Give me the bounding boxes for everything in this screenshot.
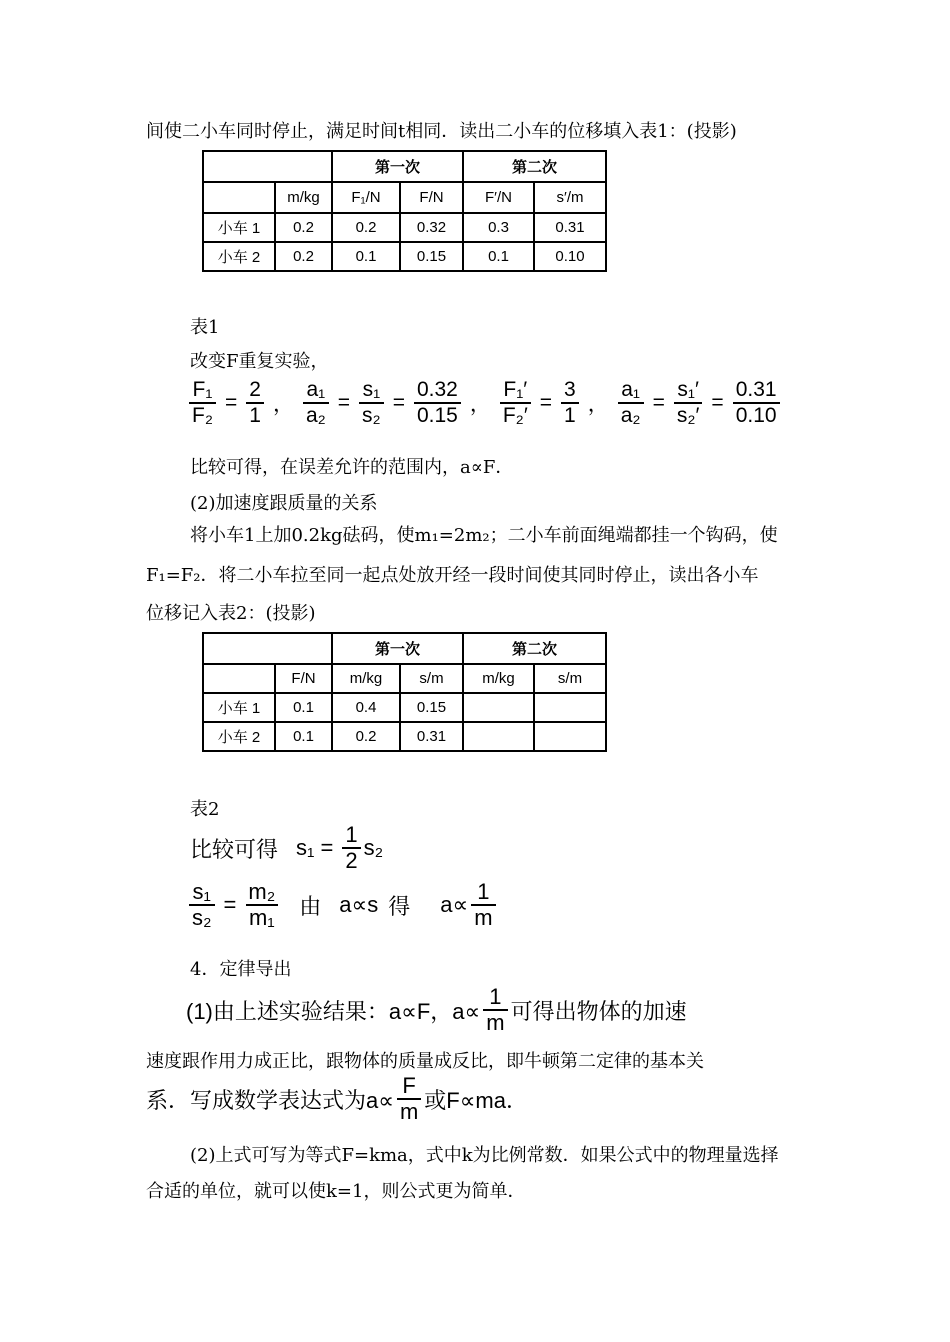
fraction: $\frac{F}{m}$ [397,1074,421,1124]
fraction: $\frac{0.32}{0.15}$ [414,378,461,428]
fraction: $\frac{1}{m}$ [483,985,507,1035]
equation-symbol: s₁ [296,835,315,860]
column-header: m/kg [463,664,534,693]
table-row [203,693,606,722]
fraction: $\frac{\text{F₁′}}{\text{F₂′}}$ [500,378,531,428]
column-header: F₁/N [332,182,400,213]
group-header: 第一次 [332,151,463,182]
equation-text: 系．写成数学表达式为a∝ [146,1087,394,1113]
group-header: 第二次 [463,633,606,664]
table-row [203,242,606,271]
paragraph-line: F₁=F₂．将二小车拉至同一起点处放开经一段时间使其同时停止，读出各小车 [146,565,759,586]
table-2 [202,632,607,752]
law-line-3 [146,1074,528,1124]
fraction: $\frac{1}{2}$ [342,823,360,873]
fraction: $\frac{\text{F₁}}{\text{F₂}}$ [189,378,216,428]
table-header-empty [203,182,275,213]
paragraph-line: 速度跟作用力成正比，跟物体的质量成反比，即牛顿第二定律的基本关 [146,1051,704,1072]
table-cell [463,722,534,751]
column-header: F/N [400,182,463,213]
table-cell: 0.10 [534,242,606,271]
table-cell: 0.31 [534,213,606,242]
paragraph-line: 位移记入表2：(投影) [146,603,316,624]
equation-text: 或F∝ma． [424,1087,528,1113]
table-cell: 0.4 [332,693,400,722]
fraction: $\frac{\text{m₂}}{\text{m₁}}$ [245,880,278,930]
fraction: $\frac{\text{s₁}}{\text{s₂}}$ [359,378,384,428]
equation-symbol: s₂ [363,835,384,860]
column-header: s′/m [534,182,606,213]
fraction: $\frac{2}{1}$ [246,378,264,428]
row-label: 小车 1 [203,213,275,242]
column-header: m/kg [275,182,332,213]
table-cell: 0.1 [332,242,400,271]
table-row [203,722,606,751]
column-header: s/m [534,664,606,693]
table-header-empty [203,151,332,182]
table-cell: 0.15 [400,693,463,722]
equation-text: 得 [388,893,411,919]
column-header: m/kg [332,664,400,693]
section-title: 4．定律导出 [190,959,292,980]
table-cell: 0.2 [275,213,332,242]
group-header: 第二次 [463,151,606,182]
fraction: $\frac{\text{s₁}}{\text{s₂}}$ [189,880,215,930]
table-caption: 表1 [190,317,220,338]
table-cell: 0.1 [463,242,534,271]
row-label: 小车 1 [203,693,275,722]
table-cell: 0.3 [463,213,534,242]
equation-row-2: 比较可得 s₁ = $\frac{1}{2}$ s₂ [190,822,384,873]
paragraph-line: 合适的单位，就可以使k=1，则公式更为简单． [146,1181,526,1202]
equation-row-3: $\frac{\text{s₁}}{\text{s₂}}$ = $\frac{\text{m₂}}{\text{m₁}}$ 由 a∝s 得 a∝ $\frac{1}{m}$ [186,880,499,930]
table-cell: 0.31 [400,722,463,751]
table-cell: 0.1 [275,693,332,722]
law-line-1 [186,985,687,1035]
row-label: 小车 2 [203,722,275,751]
table-cell: 0.2 [332,722,400,751]
equation-text: 由 [299,893,322,919]
column-header: F′/N [463,182,534,213]
table-header-empty [203,633,332,664]
fraction: $\frac{\text{a₁}}{\text{a₂}}$ [618,378,644,428]
table-caption: 表2 [190,799,220,820]
fraction: $\frac{\text{s₁′}}{\text{s₂′}}$ [674,378,703,428]
paragraph-line: (2)上式可写为等式F=kma，式中k为比例常数．如果公式中的物理量选择 [190,1145,779,1166]
fraction: $\frac{0.31}{0.10}$ [733,378,780,428]
table-cell: 0.15 [400,242,463,271]
fraction: $\frac{\text{a₁}}{\text{a₂}}$ [303,378,329,428]
table-header-empty [203,664,275,693]
table-cell: 0.32 [400,213,463,242]
column-header: s/m [400,664,463,693]
table-cell: 0.2 [332,213,400,242]
equation-text: (1)由上述实验结果：a∝F，a∝ [186,998,481,1024]
fraction: $\frac{3}{1}$ [561,378,579,428]
table-cell [534,693,606,722]
paragraph-line: 比较可得，在误差允许的范围内，a∝F． [190,457,514,478]
paragraph-line: 改变F重复实验， [190,351,329,372]
equation-symbol: a∝s [339,892,379,917]
row-label: 小车 2 [203,242,275,271]
group-header: 第一次 [332,633,463,664]
paragraph-line: 将小车1上加0.2kg砝码，使m₁=2m₂；二小车前面绳端都挂一个钩码，使 [190,525,778,546]
equation-text: 比较可得 [190,836,279,862]
equation-symbol: a∝ [440,892,469,917]
fraction: $\frac{1}{m}$ [471,880,495,930]
equation-text: 可得出物体的加速 [510,998,687,1024]
table-row [203,213,606,242]
column-header: F/N [275,664,332,693]
table-cell [463,693,534,722]
table-1 [202,150,607,272]
paragraph-line: 间使二小车同时停止，满足时间t相同．读出二小车的位移填入表1：(投影) [146,121,737,142]
table-cell [534,722,606,751]
table-cell: 0.2 [275,242,332,271]
table-cell: 0.1 [275,722,332,751]
section-title: (2)加速度跟质量的关系 [190,493,378,514]
equation-row-1: $\frac{\text{F₁}}{\text{F₂}}$ = $\frac{2}{1}$ ， $\frac{\text{a₁}}{\text{a₂}}$ = $\frac{\text{s₁}}{\text{s₂}}$ = $\frac{0.32}{0.15}$ ， $\frac{\text{F₁′}}{\text{F₂′}}$ = $\frac{3}{1}$ ， $\frac{\text{a₁}}{\text{a₂}}$ = $\frac{\text{s₁′}}{\text{s₂′}}$ = $\frac{0.31}{0.10}$ [186,378,783,428]
